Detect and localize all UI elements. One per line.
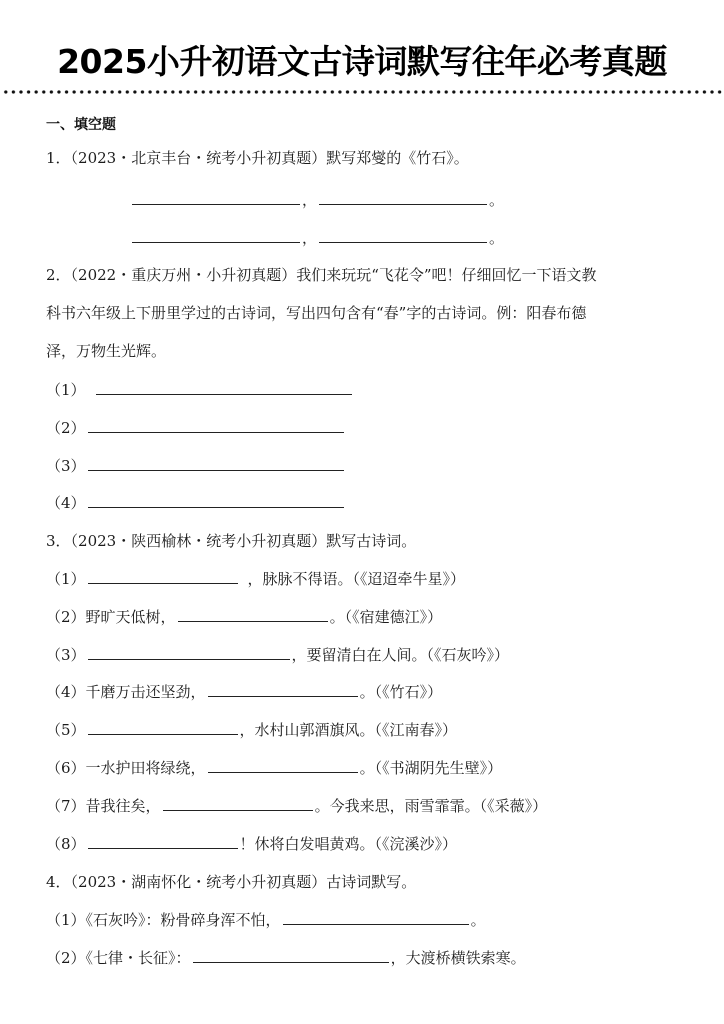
- answer-item: [46, 418, 346, 438]
- item-text-after: ！休将白发唱黄鸡。（《浣溪沙》）: [239, 835, 458, 853]
- answer-blank[interactable]: [132, 228, 300, 243]
- document-title: 2025小升初语文古诗词默写往年必考真题: [57, 42, 667, 81]
- dotted-divider: [2, 90, 724, 94]
- answer-item: [46, 682, 442, 702]
- item-text-after: ，水村山郭酒旗风。（《江南春》）: [239, 721, 458, 739]
- answer-blank[interactable]: [88, 834, 238, 849]
- item-label: （5）: [46, 721, 86, 739]
- item-label: （1）: [46, 381, 86, 399]
- question-number: 4．: [46, 873, 71, 891]
- item-label: （1）: [46, 911, 86, 929]
- question-text: （2023・陕西榆林・统考小升初真题）默写古诗词。: [70, 532, 417, 550]
- item-text-before: 《石灰吟》：粉骨碎身浑不怕，: [85, 911, 281, 929]
- item-text-after: ，脉脉不得语。（《迢迢牵牛星》）: [247, 570, 466, 588]
- question-number: 2．: [46, 266, 71, 284]
- item-text-after: 。（《宿建德江》）: [329, 608, 443, 626]
- answer-row: [130, 228, 504, 248]
- answer-item: [46, 493, 346, 513]
- answer-item: [46, 456, 346, 476]
- item-text-after: 。: [470, 911, 486, 929]
- item-label: （2）: [46, 608, 86, 626]
- item-label: （2）: [46, 949, 86, 967]
- separator: 。: [489, 229, 505, 247]
- item-label: （1）: [46, 570, 86, 588]
- separator: 。: [489, 191, 505, 209]
- answer-item: [46, 569, 465, 589]
- question-2-stem-line2: 科书六年级上下册里学过的古诗词，写出四句含有“春”字的古诗词。例：阳春布德: [46, 304, 587, 322]
- answer-blank[interactable]: [88, 645, 290, 660]
- answer-blank[interactable]: [96, 380, 352, 395]
- item-label: （3）: [46, 457, 86, 475]
- item-text-after: 。今我来思，雨雪霏霏。（《采薇》）: [314, 797, 548, 815]
- item-text-before: 千磨万击还坚劲，: [85, 683, 206, 701]
- question-number: 3．: [46, 532, 71, 550]
- answer-item: [46, 834, 457, 854]
- item-text-after: ，要留清白在人间。（《石灰吟》）: [291, 646, 510, 664]
- separator: ，: [302, 191, 318, 209]
- answer-blank[interactable]: [88, 493, 344, 508]
- answer-blank[interactable]: [163, 796, 313, 811]
- answer-blank[interactable]: [193, 948, 389, 963]
- answer-blank[interactable]: [88, 569, 238, 584]
- item-label: （6）: [46, 759, 86, 777]
- question-2-stem-line1: [46, 265, 597, 285]
- answer-blank[interactable]: [208, 758, 358, 773]
- question-text: （2023・湖南怀化・统考小升初真题）古诗词默写。: [70, 873, 417, 891]
- answer-blank[interactable]: [283, 910, 469, 925]
- question-text: （2023・北京丰台・统考小升初真题）默写郑燮的《竹石》。: [70, 149, 469, 167]
- item-text-after: 。（《竹石》）: [359, 683, 443, 701]
- item-text-before: 《七律・长征》：: [85, 949, 191, 967]
- item-text-before: 野旷天低树，: [85, 608, 176, 626]
- question-2-stem-line3: 泽，万物生光辉。: [46, 342, 167, 360]
- item-label: （7）: [46, 797, 86, 815]
- question-3-stem: [46, 531, 416, 551]
- section-heading: 一、填空题: [46, 117, 116, 133]
- answer-item: [46, 607, 442, 627]
- item-text-after: 。（《书湖阴先生壁》）: [359, 759, 503, 777]
- answer-blank[interactable]: [319, 228, 487, 243]
- answer-item: [46, 796, 547, 816]
- item-label: （4）: [46, 683, 86, 701]
- answer-blank[interactable]: [208, 682, 358, 697]
- item-label: （8）: [46, 835, 86, 853]
- answer-blank[interactable]: [132, 190, 300, 205]
- answer-item: [46, 645, 509, 665]
- item-text-after: ，大渡桥横铁索寒。: [390, 949, 526, 967]
- answer-blank[interactable]: [178, 607, 328, 622]
- answer-item: [46, 720, 457, 740]
- answer-item: [46, 758, 502, 778]
- item-text-before: 一水护田将绿绕，: [85, 759, 206, 777]
- separator: ，: [302, 229, 318, 247]
- answer-blank[interactable]: [319, 190, 487, 205]
- answer-blank[interactable]: [88, 720, 238, 735]
- answer-row: [130, 190, 504, 210]
- item-label: （2）: [46, 419, 86, 437]
- question-text: （2022・重庆万州・小升初真题）我们来玩玩“飞花令”吧！仔细回忆一下语文教: [70, 266, 597, 284]
- item-label: （4）: [46, 494, 86, 512]
- item-text-before: 昔我往矣，: [85, 797, 161, 815]
- question-4-stem: [46, 872, 416, 892]
- item-label: （3）: [46, 646, 86, 664]
- answer-item: [46, 380, 354, 400]
- question-number: 1．: [46, 149, 71, 167]
- answer-item: [46, 910, 486, 930]
- answer-blank[interactable]: [88, 456, 344, 471]
- answer-blank[interactable]: [88, 418, 344, 433]
- question-1-stem: [46, 148, 469, 168]
- answer-item: [46, 948, 526, 968]
